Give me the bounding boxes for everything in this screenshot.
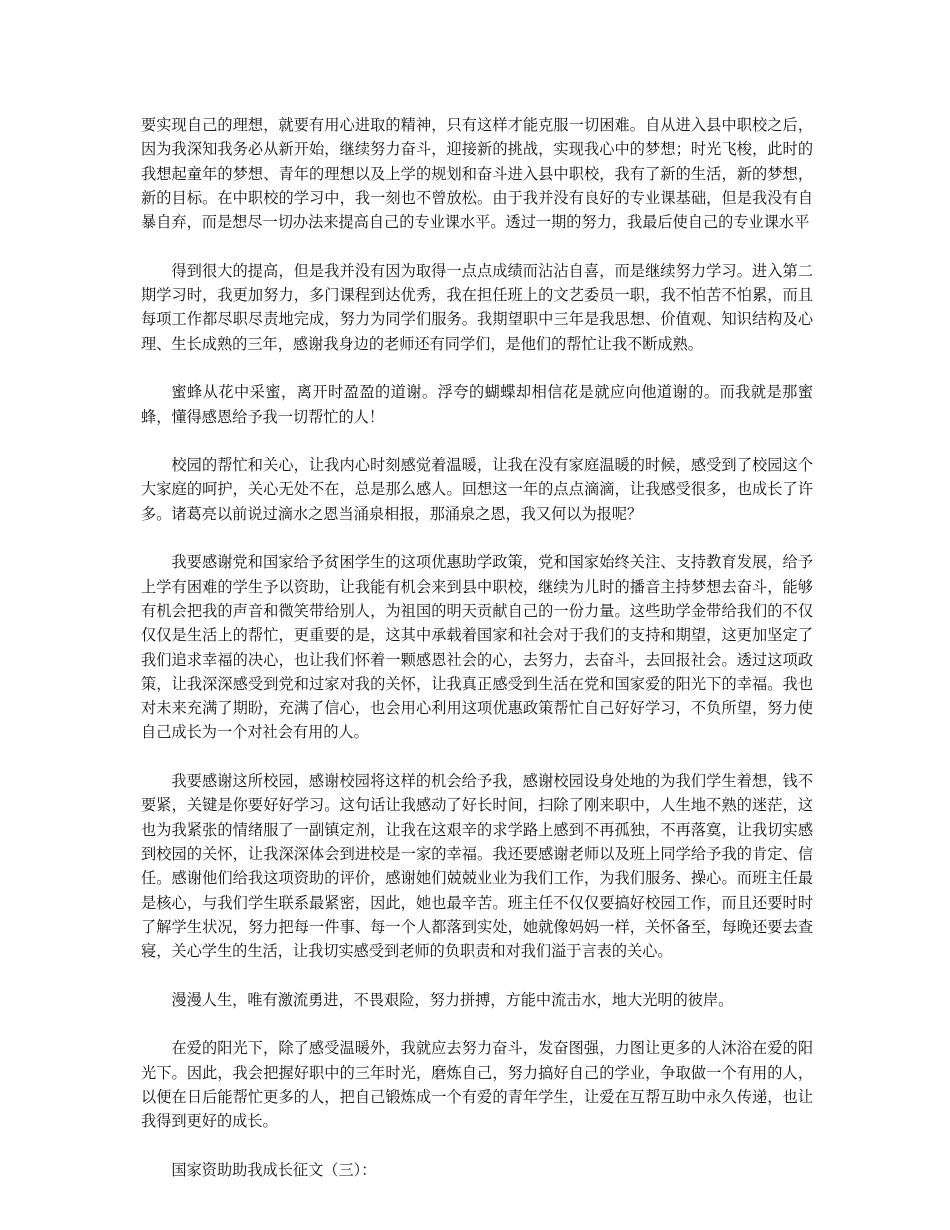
document-page xyxy=(141,113,813,1206)
paragraph-7: 漫漫人生，唯有激流勇进，不畏艰险，努力拼搏，方能中流击水，地大光明的彼岸。 xyxy=(171,990,734,1009)
paragraph-4: 校园的帮忙和关心，让我内心时刻感觉着温暖，让我在没有家庭温暖的时候，感受到了校园这个大家庭的呵护，关心无处不在，总是那么感人。回想这一年的点点滴滴，让我感受很多，也成长了许多。诸葛亮以前说过滴水之恩当涌泉相报，那涌泉之恩，我又何以为报呢？ xyxy=(141,456,813,523)
paragraph-5: 我要感谢党和国家给予贫困学生的这项优惠助学政策，党和国家始终关注、支持教育发展，给予上学有困难的学生予以资助，让我能有机会来到县中职校，继续为儿时的播音主持梦想去奋斗，能够有机会把我的声音和微笑带给别人，为祖国的明天贡献自己的一份力量。这些助学金带给我们的不仅仅仅是生活上的帮忙，更重要的是，这其中承载着国家和社会对于我们的支持和期望，这更加坚定了我们追求幸福的决心，也让我们怀着一颗感恩社会的心，去努力，去奋斗，去回报社会。透过这项政策，让我深深感受到党和过家对我的关怀，让我真正感受到生活在党和国家爱的阳光下的幸福。我也对未来充满了期盼，充满了信心，也会用心利用这项优惠政策帮忙自己好好学习，不负所望，努力使自己成长为一个对社会有用的人。 xyxy=(141,553,813,742)
paragraph-6: 我要感谢这所校园，感谢校园将这样的机会给予我，感谢校园设身处地的为我们学生着想，钱不要紧，关键是你要好好学习。这句话让我感动了好长时间，扫除了刚来职中，人生地不熟的迷茫，这也为我紧张的情绪服了一副镇定剂，让我在这艰辛的求学路上感到不再孤独，不再落寞，让我切实感到校园的关怀，让我深深体会到进校是一家的幸福。我还要感谢老师以及班上同学给予我的肯定、信任。感谢他们给我这项资助的评价，感谢她们兢兢业业为我们工作，为我们服务、操心。而班主任最是核心，与我们学生联系最紧密，因此，她也最辛苦。班主任不仅仅要搞好校园工作，而且还要时时了解学生状况，努力把每一件事、每一个人都落到实处，她就像妈妈一样，关怀备至，每晚还要去查寝，关心学生的生活，让我切实感受到老师的负职责和对我们溢于言表的关心。 xyxy=(141,772,813,961)
section-heading: 国家资助助我成长征文（三）： xyxy=(171,1160,377,1179)
paragraph-1: 要实现自己的理想，就要有用心进取的精神，只有这样才能克服一切困难。自从进入县中职校之后，因为我深知我务必从新开始，继续努力奋斗，迎接新的挑战，实现我心中的梦想；时光飞梭，此时的我想起童年的梦想、青年的理想以及上学的规划和奋斗进入县中职校，我有了新的生活，新的梦想，新的目标。在中职校的学习中，我一刻也不曾放松。由于我并没有良好的专业课基础，但是我没有自暴自弃，而是想尽一切办法来提高自己的专业课水平。透过一期的努力，我最后使自己的专业课水平 xyxy=(141,116,813,232)
paragraph-3: 蜜蜂从花中采蜜，离开时盈盈的道谢。浮夸的蝴蝶却相信花是就应向他道谢的。而我就是那蜜蜂，懂得感恩给予我一切帮忙的人！ xyxy=(141,383,813,426)
paragraph-2: 得到很大的提高，但是我并没有因为取得一点点成绩而沾沾自喜，而是继续努力学习。进入第二期学习时，我更加努力，多门课程到达优秀，我在担任班上的文艺委员一职，我不怕苦不怕累，而且每项工作都尽职尽责地完成，努力为同学们服务。我期望职中三年是我思想、价值观、知识结构及心理、生长成熟的三年，感谢我身边的老师还有同学们，是他们的帮忙让我不断成熟。 xyxy=(141,261,813,353)
paragraph-8: 在爱的阳光下，除了感受温暖外，我就应去努力奋斗，发奋图强，力图让更多的人沐浴在爱的阳光下。因此，我会把握好职中的三年时光，磨炼自己，努力搞好自己的学业，争取做一个有用的人，以便在日后能帮忙更多的人，把自己锻炼成一个有爱的青年学生，让爱在互帮互助中永久传递，也让我得到更好的成长。 xyxy=(141,1039,813,1131)
